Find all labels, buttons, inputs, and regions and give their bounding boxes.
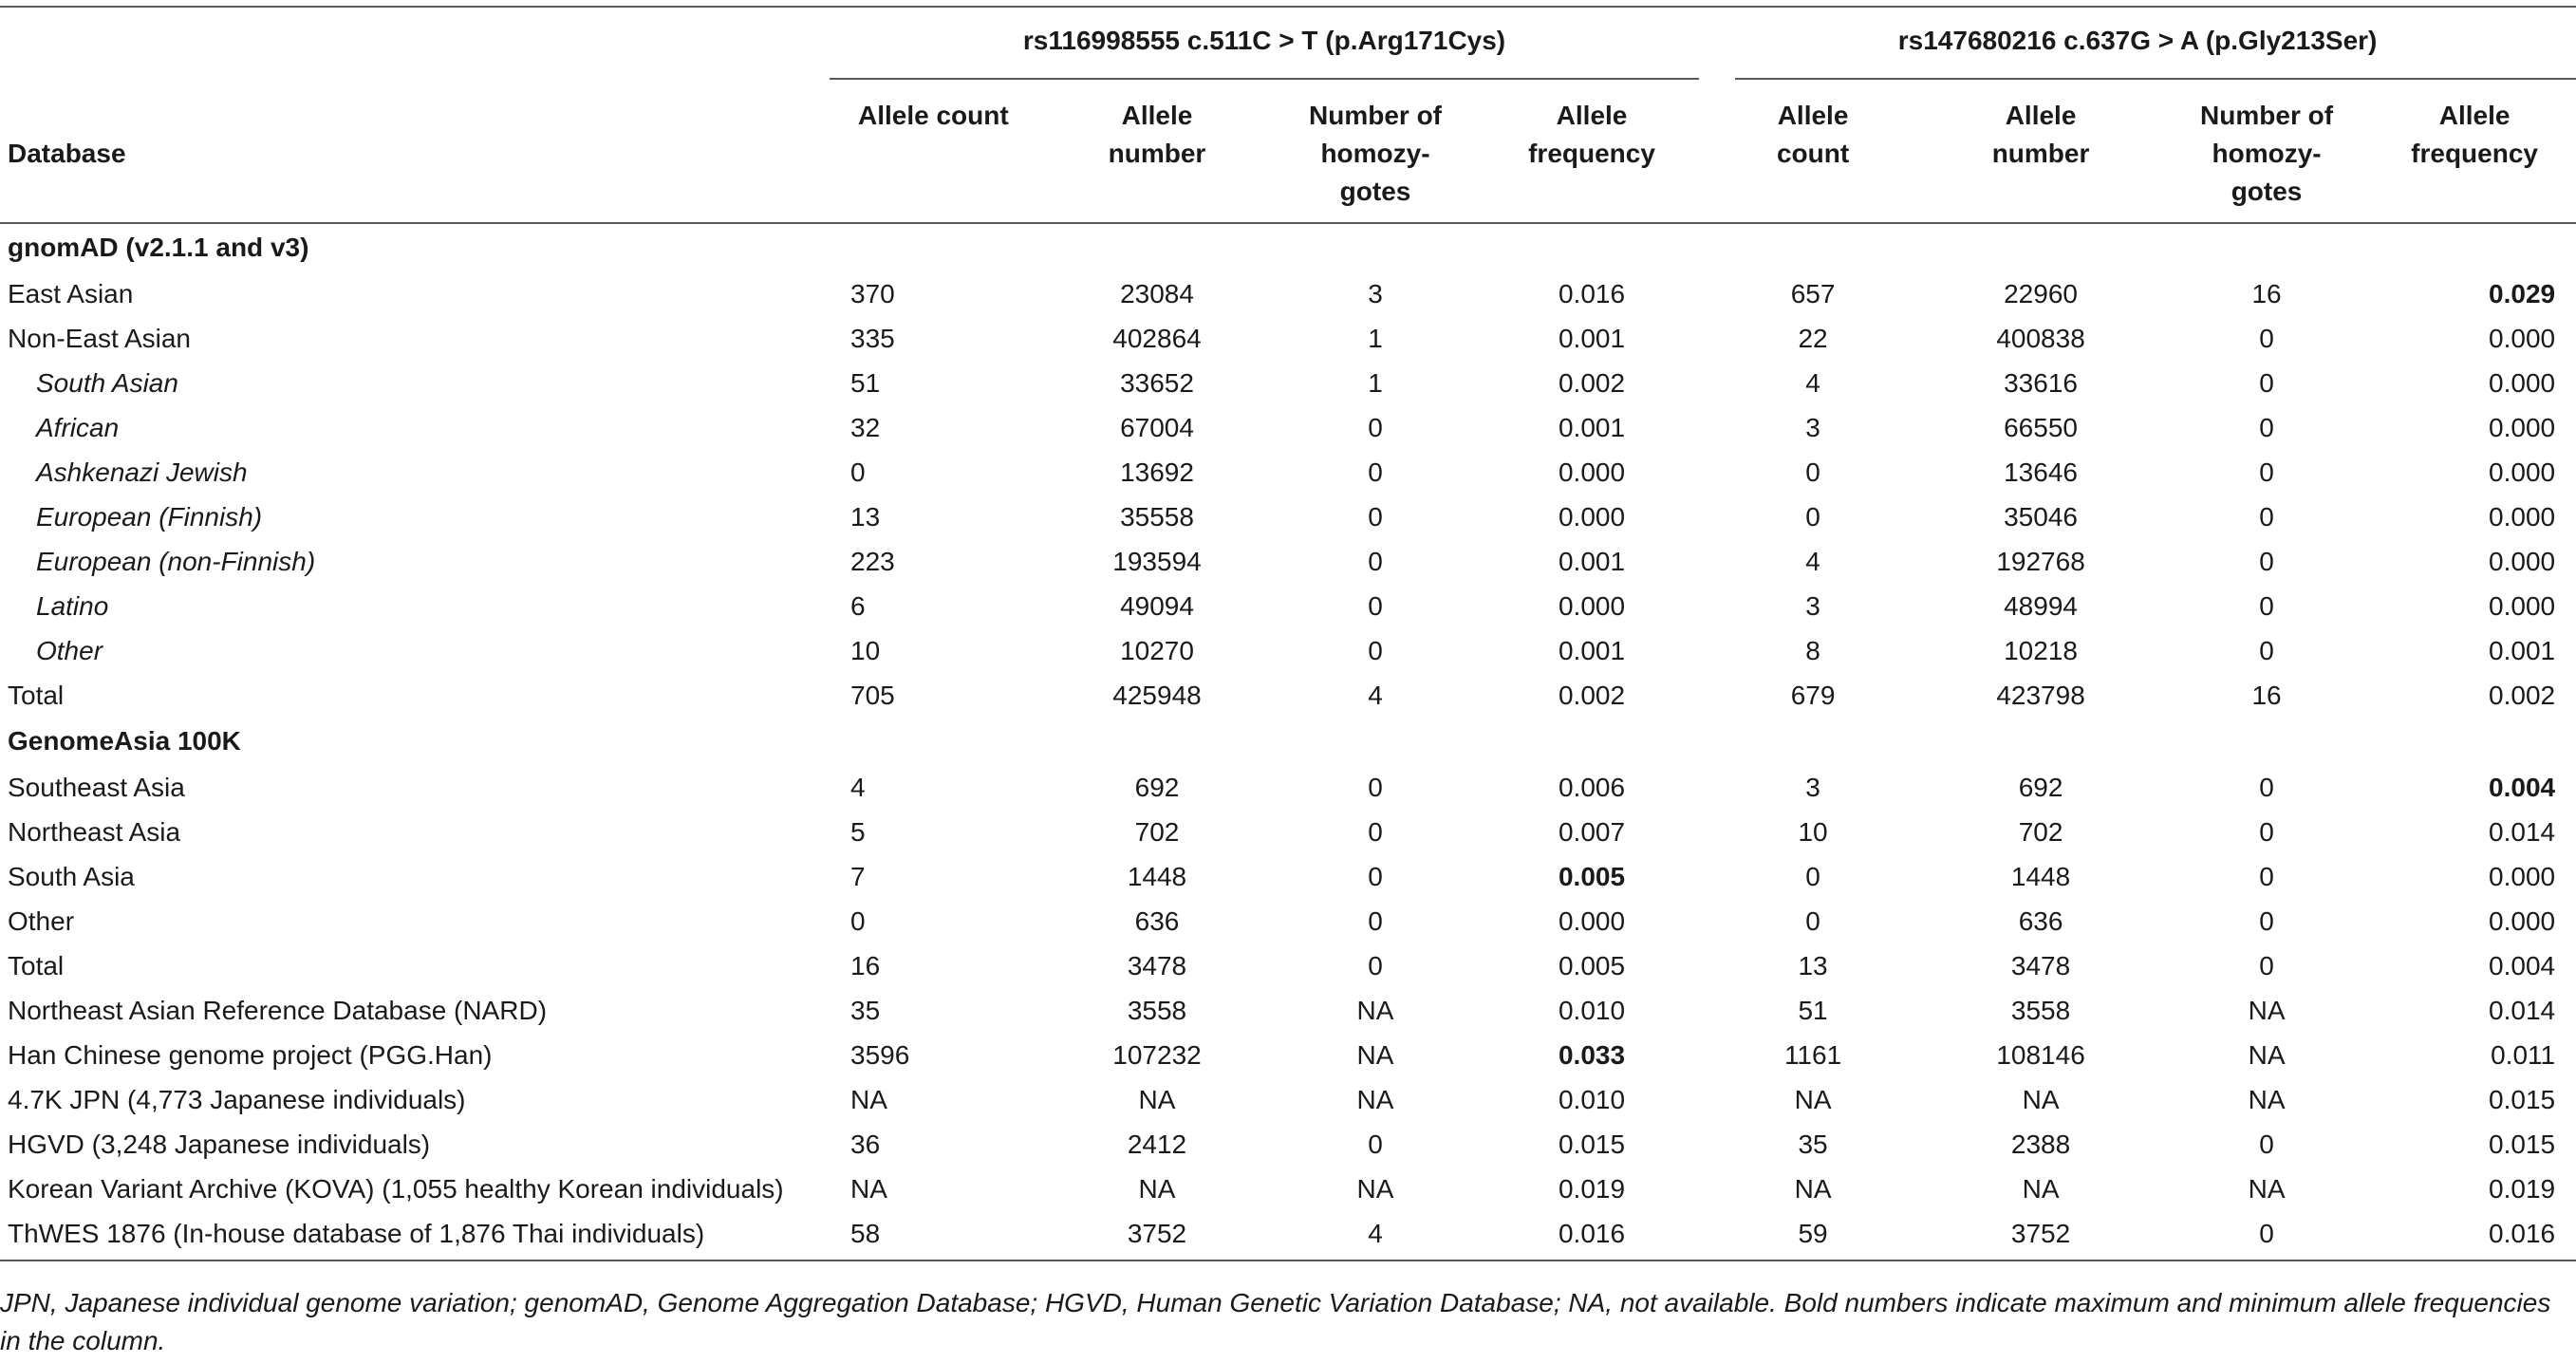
table-cell: 0.016 [2379,1211,2576,1260]
table-cell: 3 [1368,278,1383,308]
table-cell: 51 [850,367,881,398]
table-cell: 335 [850,323,895,353]
table-cell: 0 [1805,457,1820,487]
table-cell: 0 [1368,635,1383,665]
group-header-variant-1: rs116998555 c.511C > T (p.Arg171Cys) [1022,26,1506,55]
allele-count-header-1: Allele count [858,101,1009,130]
table-cell: 1448 [1127,861,1187,891]
table-row [0,361,2576,405]
table-cell: 0.000 [1558,590,1626,621]
table-cell: NA [1356,1039,1394,1070]
table-cell: 0.014 [2489,816,2556,847]
table-cell: 0 [2259,861,2274,891]
table-cell: 0.010 [1558,995,1626,1025]
table-cell: 3 [1805,590,1820,621]
table-cell: 0 [2259,1129,2274,1159]
table-cell: 0 [1368,950,1383,980]
table-row [0,854,2576,899]
table-cell: 0.000 [2489,367,2556,398]
table-cell: 13 [1798,950,1828,980]
table-cell: 0 [1368,906,1383,936]
table-cell: 0 [1805,501,1820,532]
table-row [0,1211,2576,1260]
table-cell: NA [1138,1084,1176,1114]
homozygotes-header-1: Number of homozy- gotes [1309,101,1442,206]
table-cell: 32 [850,412,881,442]
table-row [0,584,2576,628]
table-cell: 370 [850,278,895,308]
table-cell: 22960 [2004,278,2078,308]
group-header-spacer [0,8,830,74]
table-cell: 0 [1805,906,1820,936]
table-cell: 33652 [1120,367,1194,398]
row-label: African [36,412,120,442]
table-cell: 0.005 [1558,950,1626,980]
section-header-row [0,223,2576,271]
table-cell: NA [2248,1039,2286,1070]
row-label: Han Chinese genome project (PGG.Han) [8,1039,493,1070]
table-cell: 702 [1134,816,1180,847]
table-cell: 16 [2251,278,2282,308]
table-cell: NA [2248,995,2286,1025]
table-cell: 67004 [1120,412,1194,442]
table-cell: 35 [1798,1129,1828,1159]
row-label: Total [8,680,65,710]
row-label: South Asia [8,861,135,891]
table-cell: 10 [850,635,881,665]
table-cell: NA [1794,1084,1832,1114]
table-cell: 425948 [1112,680,1202,710]
table-cell: 0 [2155,1211,2379,1260]
table-cell: 0.002 [1558,680,1626,710]
row-label: European (Finnish) [36,501,263,532]
table-cell: 692 [2018,772,2063,802]
table-row [0,539,2576,584]
table-cell: 3596 [850,1039,910,1070]
table-row [0,765,2576,810]
table-cell: NA [1138,1173,1176,1204]
table-cell: NA [2022,1173,2060,1204]
table-cell: 0 [2259,546,2274,576]
table-row [0,271,2576,316]
row-label: Non-East Asian [8,323,191,353]
table-cell: 35046 [2004,501,2078,532]
table-cell: 0.000 [1558,906,1626,936]
table-cell: 0 [2259,323,2274,353]
table-cell: 107232 [1112,1039,1202,1070]
table-cell: 0 [1368,1129,1383,1159]
table-cell: 0.033 [1558,1039,1626,1070]
table-cell: 3 [1805,412,1820,442]
table-cell: 0.001 [1558,412,1626,442]
table-cell: 0.004 [2489,950,2556,980]
table-cell: 0 [2259,590,2274,621]
table-cell: 0 [1368,501,1383,532]
table-row [0,1167,2576,1211]
table-cell: 0 [2259,501,2274,532]
section-title-gnomad: gnomAD (v2.1.1 and v3) [8,233,309,262]
table-cell: 3 [1805,772,1820,802]
table-cell: 66550 [2004,412,2078,442]
table-cell: 36 [850,1129,881,1159]
table-cell: 16 [2251,680,2282,710]
column-header-row [0,74,2576,223]
table-cell: 22 [1798,323,1828,353]
row-label: Other [8,906,75,936]
table-cell: 2412 [1127,1129,1187,1159]
table-row [0,1033,2576,1077]
allele-number-header-1: Allele number [1108,101,1206,168]
table-cell: 0.006 [1558,772,1626,802]
table-cell: 0 [850,906,866,936]
table-cell: 4 [1266,1211,1484,1260]
group-header-row [0,8,2576,74]
table-cell: 0 [2259,635,2274,665]
table-cell: 0.000 [1558,501,1626,532]
table-cell: 0.010 [1558,1084,1626,1114]
table-cell: 0.000 [2489,590,2556,621]
table-row [0,810,2576,854]
table-row [0,673,2576,718]
table-cell: 2388 [2010,1129,2071,1159]
table-cell: 0 [1368,412,1383,442]
table-row [0,405,2576,450]
table-cell: 0 [2259,772,2274,802]
table-cell: 0.000 [2489,546,2556,576]
table-cell: 0 [2259,950,2274,980]
table-row [0,943,2576,988]
table-cell: 13692 [1120,457,1194,487]
table-cell: 0 [1368,590,1383,621]
table-cell: 3752 [1048,1211,1266,1260]
table-cell: 0 [2259,412,2274,442]
table-cell: 23084 [1120,278,1194,308]
table-cell: 0.016 [1484,1211,1699,1260]
table-cell: 702 [2018,816,2063,847]
table-cell: NA [2248,1084,2286,1114]
table-cell: 3558 [1127,995,1187,1025]
table-cell: 0.007 [1558,816,1626,847]
table-row [0,316,2576,361]
table-cell: 0.029 [2489,278,2556,308]
table-cell: 33616 [2004,367,2078,398]
table-cell: 0.001 [1558,323,1626,353]
table-cell: 0.001 [2489,635,2556,665]
table-cell: 1161 [1783,1039,1842,1070]
table-cell: 3752 [1927,1211,2155,1260]
table-cell: 0.000 [2489,457,2556,487]
table-body [0,223,2576,1260]
homozygotes-header-2: Number of homozy- gotes [2200,101,2334,206]
table-cell: 0 [1368,861,1383,891]
row-label: Korean Variant Archive (KOVA) (1,055 healthy Korean individuals) [8,1173,784,1204]
table-cell: NA [1356,995,1394,1025]
row-label: Northeast Asia [8,816,181,847]
row-label: ThWES 1876 (In-house database of 1,876 Thai individuals) [0,1211,830,1260]
row-label: Other [36,635,103,665]
row-label: Ashkenazi Jewish [36,457,248,487]
table-cell: NA [2022,1084,2060,1114]
table-cell: 0.000 [2489,906,2556,936]
table-cell: NA [1356,1084,1394,1114]
table-cell: 49094 [1120,590,1194,621]
table-footnote: JPN, Japanese individual genome variation; genomAD, Genome Aggregation Database; HGVD, Human Genetic Variation Database; NA, not available. Bold numbers indicate maximum and minimum allele frequencies in the column. [0,1288,2551,1355]
allele-number-header-2: Allele number [1991,101,2090,168]
table-cell: 0 [850,457,866,487]
database-header: Database [8,139,126,168]
table-cell: 636 [1134,906,1180,936]
row-label: Northeast Asian Reference Database (NARD) [8,995,548,1025]
table-cell: 0 [2259,367,2274,398]
table-cell: NA [1356,1173,1394,1204]
row-label: Southeast Asia [8,772,185,802]
table-cell: 0.002 [2489,680,2556,710]
allele-frequency-header-1: Allele frequency [1528,101,1655,168]
table-row [0,899,2576,943]
table-cell: 4 [850,772,866,802]
table-cell: 0 [1368,457,1383,487]
table-cell: 0.001 [1558,546,1626,576]
table-cell: 0.014 [2489,995,2556,1025]
table-cell: 6 [850,590,866,621]
table-cell: 423798 [1996,680,2085,710]
table-cell: 192768 [1996,546,2085,576]
table-cell: 0.015 [1558,1129,1626,1159]
table-cell: 4 [1368,680,1383,710]
table-cell: 1448 [2010,861,2071,891]
table-cell: NA [2248,1173,2286,1204]
table-cell: 0.019 [2489,1173,2556,1204]
table-cell: 0.015 [2489,1084,2556,1114]
table-row [0,628,2576,673]
table-row [0,1122,2576,1167]
table-cell: 58 [830,1211,1048,1260]
row-label: South Asian [36,367,178,398]
table-cell: 400838 [1996,323,2085,353]
table-cell: 16 [850,950,881,980]
table-cell: 0.005 [1558,861,1626,891]
table-row [0,495,2576,539]
table-cell: NA [850,1173,887,1204]
table-cell: 3558 [2010,995,2071,1025]
row-label: Latino [36,590,109,621]
table-cell: 705 [850,680,895,710]
table-cell: 4 [1805,546,1820,576]
table-cell: 48994 [2004,590,2078,621]
table-cell: 0.000 [1558,457,1626,487]
table-cell: 1 [1368,367,1383,398]
table-cell: 0.019 [1558,1173,1626,1204]
table-cell: 223 [850,546,895,576]
table-cell: 10270 [1120,635,1194,665]
table-cell: 59 [1699,1211,1927,1260]
section-title-genomeasia: GenomeAsia 100K [8,726,241,756]
table-cell: 0.000 [2489,323,2556,353]
table-cell: 692 [1134,772,1180,802]
table-cell: 0 [1368,546,1383,576]
table-cell: 10218 [2004,635,2078,665]
table-cell: 0.001 [1558,635,1626,665]
table-cell: 0.015 [2489,1129,2556,1159]
table-cell: 657 [1790,278,1836,308]
table-cell: 3478 [2010,950,2071,980]
table-cell: 0.004 [2489,772,2556,802]
allele-frequency-table [0,8,2576,1261]
section-header-row [0,718,2576,765]
table-cell: 193594 [1112,546,1202,576]
table-row [0,1077,2576,1122]
table-cell: 13646 [2004,457,2078,487]
group-header-variant-2: rs147680216 c.637G > A (p.Gly213Ser) [1897,26,2378,55]
table-cell: 13 [850,501,881,532]
allele-frequency-header-2: Allele frequency [2411,101,2538,168]
table-cell: 0 [1368,816,1383,847]
row-label: East Asian [8,278,134,308]
table-cell: 7 [850,861,866,891]
table-cell: 0.000 [2489,861,2556,891]
table-cell: 35558 [1120,501,1194,532]
table-cell: 35 [850,995,881,1025]
table-cell: 402864 [1112,323,1202,353]
table-cell: 0 [2259,457,2274,487]
table-cell: 0 [1805,861,1820,891]
table-cell: NA [850,1084,887,1114]
table-cell: 0 [2259,816,2274,847]
table-cell: 10 [1798,816,1828,847]
table-cell: 0 [1368,772,1383,802]
table-row [0,450,2576,495]
table-cell: 0.000 [2489,412,2556,442]
table-cell: 1 [1368,323,1383,353]
row-label: Total [8,950,65,980]
table-row [0,988,2576,1033]
row-label: European (non-Finnish) [36,546,316,576]
table-cell: 0.002 [1558,367,1626,398]
table-cell: 3478 [1127,950,1187,980]
table-cell: 0.016 [1558,278,1626,308]
allele-count-header-2: Allele count [1776,101,1850,168]
table-cell: 5 [850,816,866,847]
table-cell: 51 [1798,995,1828,1025]
table-cell: 108146 [1996,1039,2085,1070]
table-cell: 636 [2018,906,2063,936]
table-cell: 0.011 [2491,1039,2556,1070]
table-cell: 0.000 [2489,501,2556,532]
row-label: HGVD (3,248 Japanese individuals) [8,1129,431,1159]
row-label: 4.7K JPN (4,773 Japanese individuals) [8,1084,466,1114]
table-cell: 679 [1790,680,1836,710]
table-cell: NA [1794,1173,1832,1204]
table-cell: 0 [2259,906,2274,936]
table-cell: 4 [1805,367,1820,398]
table-cell: 8 [1805,635,1820,665]
